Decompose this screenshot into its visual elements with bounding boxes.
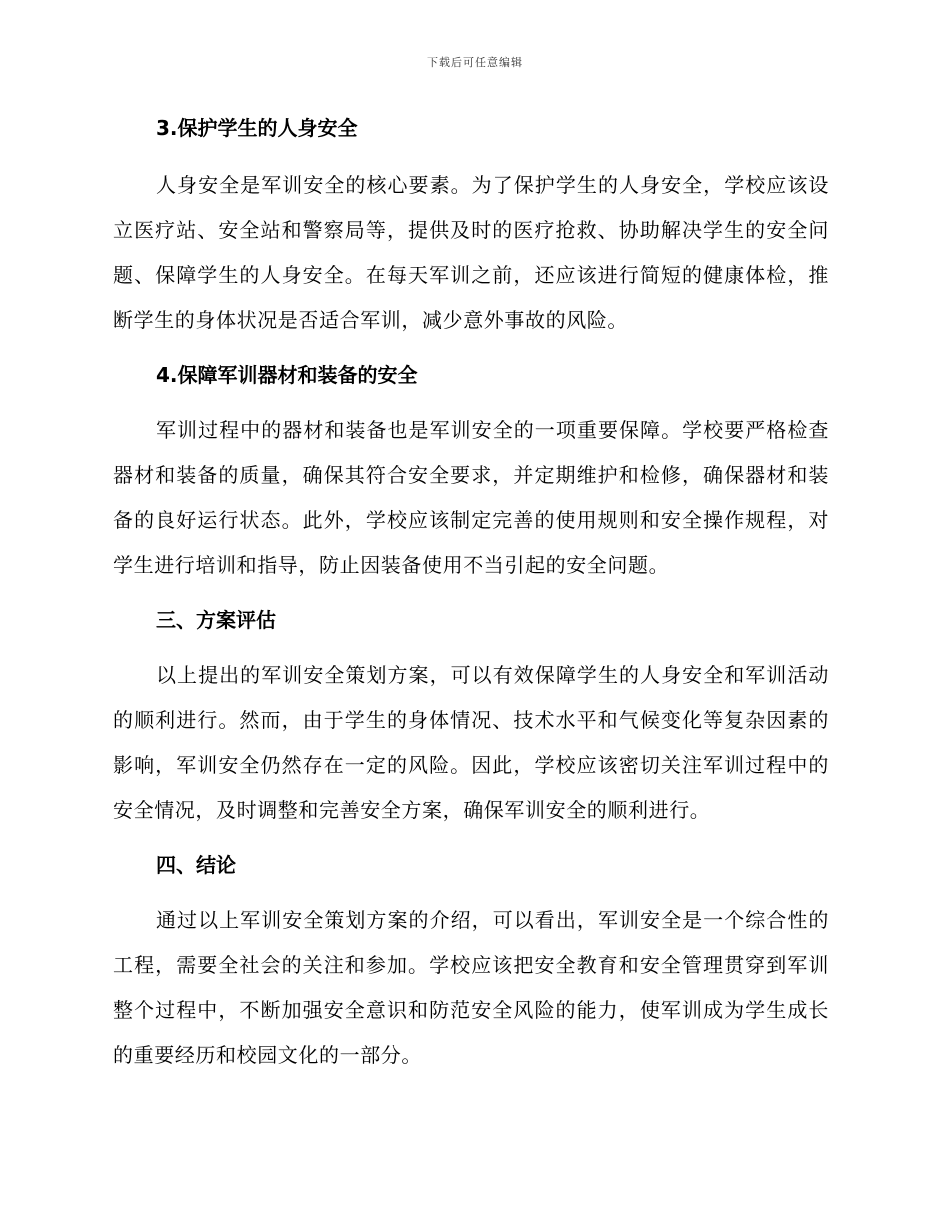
section-heading-personal-safety: 3.保护学生的人身安全 <box>156 116 358 140</box>
section-heading-equipment-safety: 4.保障军训器材和装备的安全 <box>156 363 418 387</box>
page-header-note: 下载后可任意编辑 <box>427 56 523 69</box>
section-paragraph-conclusion: 通过以上军训安全策划方案的介绍，可以看出，军训安全是一个综合性的工程，需要全社会的关注和参加。学校应该把安全教育和安全管理贯穿到军训整个过程中，不断加强安全意识和防范安全风险的能力，使军训成为学生成长的重要经历和校园文化的一部分。 <box>113 908 829 1067</box>
section-heading-plan-evaluation: 三、方案评估 <box>156 608 276 632</box>
section-paragraph-plan-evaluation: 以上提出的军训安全策划方案，可以有效保障学生的人身安全和军训活动的顺利进行。然而，由于学生的身体情况、技术水平和气候变化等复杂因素的影响，军训安全仍然存在一定的风险。因此，学校应该密切关注军训过程中的安全情况，及时调整和完善安全方案，确保军训安全的顺利进行。 <box>113 663 829 822</box>
section-paragraph-equipment-safety: 军训过程中的器材和装备也是军训安全的一项重要保障。学校要严格检查器材和装备的质量，确保其符合安全要求，并定期维护和检修，确保器材和装备的良好运行状态。此外，学校应该制定完善的使用规则和安全操作规程，对学生进行培训和指导，防止因装备使用不当引起的安全问题。 <box>113 418 829 577</box>
section-heading-conclusion: 四、结论 <box>156 853 236 877</box>
section-paragraph-personal-safety: 人身安全是军训安全的核心要素。为了保护学生的人身安全，学校应该设立医疗站、安全站和警察局等，提供及时的医疗抢救、协助解决学生的安全问题、保障学生的人身安全。在每天军训之前，还应该进行简短的健康体检，推断学生的身体状况是否适合军训，减少意外事故的风险。 <box>113 173 829 332</box>
document-body <box>113 108 829 1078</box>
